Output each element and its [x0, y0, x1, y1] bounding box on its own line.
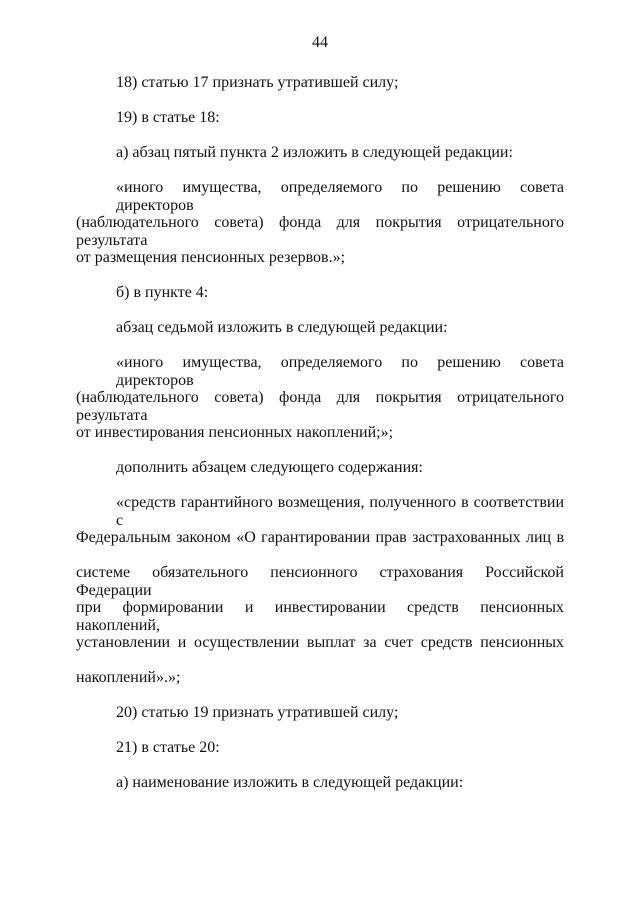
quoted-text-line: накоплений».»;: [76, 669, 181, 686]
quoted-text-line: (наблюдательного совета) фонда для покрытия отрицательного результата: [76, 214, 564, 249]
quoted-text-line: системе обязательного пенсионного страхования Российской Федерации: [76, 564, 564, 599]
paragraph-line: а) абзац пятый пункта 2 изложить в следующей редакции:: [116, 144, 513, 161]
paragraph-line: 21) в статье 20:: [116, 739, 220, 756]
paragraph-line: 18) статью 17 признать утратившей силу;: [116, 74, 399, 91]
quoted-text-line: при формировании и инвестировании средств пенсионных накоплений,: [76, 599, 564, 634]
quoted-text-line: «средств гарантийного возмещения, полученного в соответствии с: [116, 494, 564, 529]
quoted-text-line: от инвестирования пенсионных накоплений;»;: [76, 424, 394, 441]
quoted-text-line: «иного имущества, определяемого по решению совета директоров: [116, 354, 564, 389]
paragraph-line: абзац седьмой изложить в следующей редакции:: [116, 319, 448, 336]
quoted-text-line: «иного имущества, определяемого по решению совета директоров: [116, 179, 564, 214]
page-number: 44: [312, 34, 328, 51]
quoted-text-line: установлении и осуществлении выплат за счет средств пенсионных: [76, 634, 564, 651]
quoted-text-line: Федеральным законом «О гарантировании прав застрахованных лиц в: [76, 529, 564, 546]
paragraph-line: б) в пункте 4:: [116, 284, 209, 301]
paragraph-line: дополнить абзацем следующего содержания:: [116, 459, 423, 476]
paragraph-line: 19) в статье 18:: [116, 109, 220, 126]
paragraph-line: а) наименование изложить в следующей редакции:: [116, 774, 464, 791]
quoted-text-line: от размещения пенсионных резервов.»;: [76, 249, 346, 266]
quoted-text-line: (наблюдательного совета) фонда для покрытия отрицательного результата: [76, 389, 564, 424]
paragraph-line: 20) статью 19 признать утратившей силу;: [116, 704, 399, 721]
